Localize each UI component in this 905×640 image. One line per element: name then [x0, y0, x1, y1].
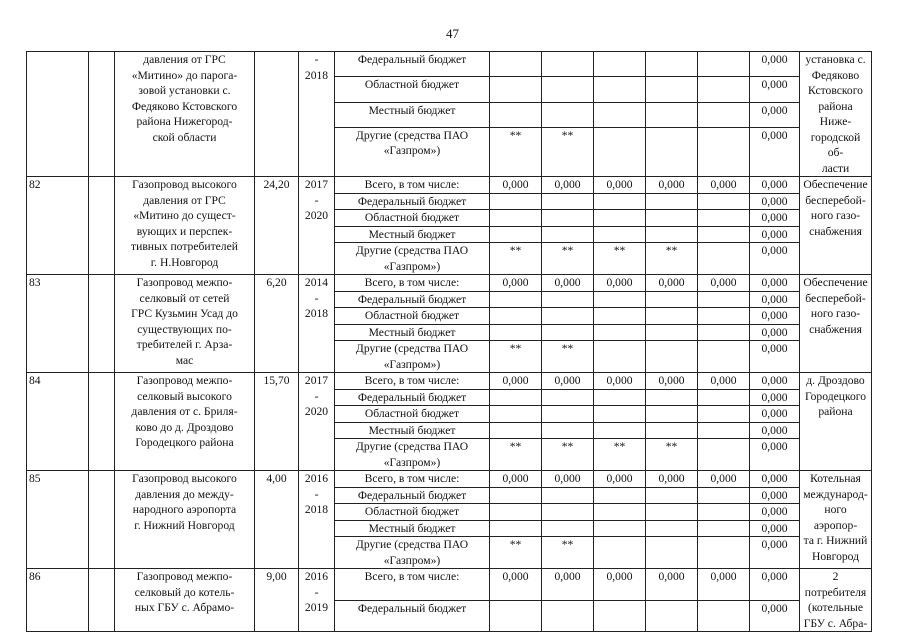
object-name-line: селковый высокого	[137, 389, 232, 403]
year-value-cell	[490, 193, 542, 210]
year-value-cell: 0,000	[490, 569, 542, 601]
total-value-cell: 0,000	[750, 600, 800, 632]
expected-result-line: бесперебой-	[805, 291, 866, 305]
total-value-cell: 0,000	[750, 226, 800, 243]
year-value-cell: 0,000	[594, 275, 646, 292]
year-value-cell	[646, 52, 698, 77]
expected-result-line: района Ниже-	[818, 99, 853, 128]
period-line: 2016	[304, 472, 329, 485]
object-name-line: ково до д. Дроздово	[135, 420, 234, 434]
total-value-cell: 0,000	[750, 324, 800, 341]
total-value-cell: 0,000	[750, 291, 800, 308]
year-value-cell	[490, 406, 542, 423]
period-line: -	[314, 53, 319, 66]
year-value-cell	[646, 324, 698, 341]
period	[299, 471, 335, 569]
year-value-cell: **	[542, 243, 594, 275]
period	[299, 275, 335, 373]
object-name-line: селковый от сетей	[139, 291, 230, 305]
source-cell: Всего, в том числе:	[335, 569, 490, 601]
total-value-cell: 0,000	[750, 471, 800, 488]
year-value-cell	[646, 520, 698, 537]
object-name-line: селковый до котель-	[134, 585, 235, 599]
object-name-line: давления от ГРС	[143, 53, 226, 66]
year-value-cell	[594, 324, 646, 341]
year-value-cell	[646, 341, 698, 373]
blank-cell	[89, 177, 115, 275]
object-name-line: существующих по-	[137, 322, 232, 336]
year-value-cell: 0,000	[646, 471, 698, 488]
year-value-cell	[594, 291, 646, 308]
total-value-cell: 0,000	[750, 537, 800, 569]
period-line: 2018	[304, 68, 329, 82]
year-value-cell	[594, 600, 646, 632]
period-line: -	[314, 487, 319, 501]
total-value-cell: 0,000	[750, 193, 800, 210]
length-km: 24,20	[255, 177, 299, 275]
expected-result-line: установка с.	[805, 53, 866, 66]
year-value-cell	[698, 210, 750, 227]
period-line: 2014	[304, 276, 329, 289]
year-value-cell	[698, 102, 750, 127]
year-value-cell	[542, 520, 594, 537]
source-cell: Областной бюджет	[335, 504, 490, 521]
year-value-cell	[698, 600, 750, 632]
year-value-cell	[542, 77, 594, 102]
total-value-cell: 0,000	[750, 487, 800, 504]
year-value-cell	[698, 537, 750, 569]
year-value-cell	[490, 389, 542, 406]
year-value-cell: **	[542, 537, 594, 569]
year-value-cell	[698, 389, 750, 406]
year-value-cell	[594, 341, 646, 373]
year-value-cell	[698, 520, 750, 537]
period-line: 2019	[304, 601, 329, 614]
year-value-cell	[594, 308, 646, 325]
year-value-cell: 0,000	[490, 177, 542, 194]
blank-cell	[89, 569, 115, 632]
year-value-cell	[490, 504, 542, 521]
year-value-cell	[542, 52, 594, 77]
expected-result	[800, 177, 872, 275]
expected-result-line: ного аэропор-	[813, 503, 858, 532]
expected-result-line: бесперебой-	[805, 193, 866, 207]
year-value-cell: 0,000	[594, 569, 646, 601]
object-name-line: Газопровод межпо-	[136, 276, 233, 289]
source-cell: Местный бюджет	[335, 226, 490, 243]
item-number: 83	[27, 275, 89, 373]
object-name-line: Газопровод высокого	[132, 472, 237, 485]
object-name-line: «Митино» до парога-	[131, 68, 238, 82]
year-value-cell: 0,000	[698, 471, 750, 488]
year-value-cell: 0,000	[490, 471, 542, 488]
total-value-cell: 0,000	[750, 52, 800, 77]
year-value-cell: 0,000	[542, 471, 594, 488]
period-line: 2020	[304, 209, 329, 222]
year-value-cell: **	[490, 439, 542, 471]
blank-cell	[89, 52, 115, 177]
table-row	[27, 177, 872, 194]
year-value-cell	[698, 422, 750, 439]
year-value-cell	[698, 324, 750, 341]
total-value-cell: 0,000	[750, 77, 800, 102]
expected-result-line: та г. Нижний	[803, 534, 868, 547]
year-value-cell	[594, 193, 646, 210]
source-cell: Федеральный бюджет	[335, 291, 490, 308]
length-km: 9,00	[255, 569, 299, 632]
year-value-cell	[698, 243, 750, 275]
source-cell: Областной бюджет	[335, 77, 490, 102]
object-name-line: г. Нижний Новгород	[134, 518, 235, 532]
source-cell: Местный бюджет	[335, 520, 490, 537]
object-name-line: давления до между-	[135, 487, 234, 501]
expected-result-line: Обеспечение	[803, 276, 868, 289]
expected-result-line: 2 потребителя	[804, 570, 867, 599]
object-name-line: народного аэропорта	[132, 503, 237, 516]
expected-result-line: Обеспечение	[803, 178, 868, 191]
year-value-cell	[698, 77, 750, 102]
year-value-cell	[490, 324, 542, 341]
expected-result-line: Новгород	[811, 549, 860, 563]
year-value-cell	[542, 504, 594, 521]
year-value-cell	[542, 102, 594, 127]
total-value-cell: 0,000	[750, 439, 800, 471]
year-value-cell	[698, 439, 750, 471]
year-value-cell	[646, 422, 698, 439]
year-value-cell	[490, 52, 542, 77]
year-value-cell: 0,000	[594, 177, 646, 194]
year-value-cell	[490, 102, 542, 127]
year-value-cell: 0,000	[646, 275, 698, 292]
object-name	[115, 471, 255, 569]
year-value-cell	[594, 520, 646, 537]
object-name-line: вующих и перспек-	[136, 224, 233, 238]
table-row	[27, 52, 872, 77]
year-value-cell	[542, 324, 594, 341]
year-value-cell	[542, 406, 594, 423]
year-value-cell: 0,000	[490, 275, 542, 292]
period	[299, 569, 335, 632]
expected-result-line: (котельные	[808, 601, 863, 614]
object-name-line: «Митино до сущест-	[133, 209, 236, 222]
total-value-cell: 0,000	[750, 520, 800, 537]
period-line: 2016	[304, 570, 329, 583]
object-name-line: тивных потребителей	[131, 240, 238, 253]
year-value-cell	[646, 389, 698, 406]
year-value-cell: **	[542, 341, 594, 373]
source-cell: Всего, в том числе:	[335, 275, 490, 292]
table-row	[27, 373, 872, 390]
item-number	[27, 52, 89, 177]
year-value-cell	[594, 422, 646, 439]
year-value-cell	[698, 504, 750, 521]
length-km	[255, 52, 299, 177]
expected-result-line: ного газо-	[810, 209, 861, 222]
year-value-cell: 0,000	[646, 569, 698, 601]
object-name-line: ных ГБУ с. Абрамо-	[134, 601, 235, 614]
item-number: 82	[27, 177, 89, 275]
period-line: -	[314, 193, 319, 207]
total-value-cell: 0,000	[750, 389, 800, 406]
year-value-cell	[490, 77, 542, 102]
year-value-cell: 0,000	[542, 275, 594, 292]
object-name	[115, 373, 255, 471]
total-value-cell: 0,000	[750, 308, 800, 325]
year-value-cell: 0,000	[646, 373, 698, 390]
expected-result-line: Кстовского	[808, 84, 863, 97]
year-value-cell: **	[542, 127, 594, 176]
object-name-line: мас	[175, 353, 194, 367]
source-cell: Федеральный бюджет	[335, 487, 490, 504]
year-value-cell	[490, 422, 542, 439]
period-line: 2017	[304, 374, 329, 387]
year-value-cell: 0,000	[594, 471, 646, 488]
total-value-cell: 0,000	[750, 177, 800, 194]
year-value-cell: **	[542, 439, 594, 471]
expected-result	[800, 373, 872, 471]
source-cell: Другие (средства ПАО «Газпром»)	[335, 341, 490, 373]
year-value-cell	[646, 406, 698, 423]
source-cell: Всего, в том числе:	[335, 471, 490, 488]
expected-result-line: ного газо-	[810, 307, 861, 320]
year-value-cell	[646, 487, 698, 504]
year-value-cell: 0,000	[542, 177, 594, 194]
period-line: 2017	[304, 178, 329, 191]
year-value-cell	[698, 487, 750, 504]
year-value-cell	[698, 406, 750, 423]
source-cell: Местный бюджет	[335, 102, 490, 127]
object-name-line: ской области	[152, 130, 217, 144]
source-cell: Другие (средства ПАО «Газпром»)	[335, 439, 490, 471]
year-value-cell: 0,000	[698, 275, 750, 292]
period-line: -	[314, 585, 319, 599]
object-name-line: г. Н.Новгород	[150, 255, 219, 269]
year-value-cell	[646, 193, 698, 210]
year-value-cell	[542, 600, 594, 632]
year-value-cell	[594, 102, 646, 127]
year-value-cell	[594, 210, 646, 227]
source-cell: Областной бюджет	[335, 210, 490, 227]
total-value-cell: 0,000	[750, 127, 800, 176]
year-value-cell	[594, 226, 646, 243]
year-value-cell: **	[490, 341, 542, 373]
year-value-cell: 0,000	[698, 373, 750, 390]
year-value-cell	[490, 520, 542, 537]
length-km: 6,20	[255, 275, 299, 373]
total-value-cell: 0,000	[750, 569, 800, 601]
year-value-cell: 0,000	[490, 373, 542, 390]
expected-result-line: снабжения	[809, 322, 862, 336]
source-cell: Местный бюджет	[335, 422, 490, 439]
year-value-cell	[542, 210, 594, 227]
table-row	[27, 471, 872, 488]
year-value-cell: 0,000	[698, 569, 750, 601]
year-value-cell: 0,000	[542, 569, 594, 601]
year-value-cell	[542, 308, 594, 325]
year-value-cell	[646, 308, 698, 325]
year-value-cell	[646, 504, 698, 521]
expected-result-line: городской об-	[810, 130, 861, 159]
expected-result-line: ласти	[821, 161, 850, 175]
year-value-cell	[594, 537, 646, 569]
year-value-cell	[698, 193, 750, 210]
year-value-cell	[698, 127, 750, 176]
source-cell: Другие (средства ПАО «Газпром»)	[335, 243, 490, 275]
blank-cell	[89, 373, 115, 471]
year-value-cell	[594, 127, 646, 176]
length-km: 15,70	[255, 373, 299, 471]
total-value-cell: 0,000	[750, 275, 800, 292]
expected-result	[800, 275, 872, 373]
object-name	[115, 569, 255, 632]
year-value-cell	[490, 308, 542, 325]
source-cell: Федеральный бюджет	[335, 389, 490, 406]
object-name-line: требителей г. Арза-	[136, 338, 233, 351]
year-value-cell: 0,000	[698, 177, 750, 194]
object-name	[115, 52, 255, 177]
year-value-cell: 0,000	[646, 177, 698, 194]
program-table	[26, 51, 872, 632]
expected-result-line: д. Дроздово	[806, 374, 865, 387]
year-value-cell	[646, 600, 698, 632]
year-value-cell	[646, 77, 698, 102]
source-cell: Местный бюджет	[335, 324, 490, 341]
year-value-cell	[490, 291, 542, 308]
year-value-cell	[646, 537, 698, 569]
year-value-cell: 0,000	[594, 373, 646, 390]
year-value-cell	[490, 226, 542, 243]
year-value-cell	[698, 52, 750, 77]
object-name-line: Городецкого района	[135, 436, 234, 449]
object-name-line: давления от с. Бриля-	[131, 405, 238, 418]
period-line: -	[314, 291, 319, 305]
year-value-cell	[594, 77, 646, 102]
period	[299, 52, 335, 177]
year-value-cell	[594, 389, 646, 406]
period-line: -	[314, 389, 319, 403]
item-number: 86	[27, 569, 89, 632]
year-value-cell	[594, 504, 646, 521]
period-line: 2018	[304, 307, 329, 320]
table-row	[27, 275, 872, 292]
year-value-cell	[698, 341, 750, 373]
expected-result-line: района	[818, 405, 853, 418]
year-value-cell: **	[490, 243, 542, 275]
table-row	[27, 569, 872, 601]
total-value-cell: 0,000	[750, 373, 800, 390]
year-value-cell: **	[646, 439, 698, 471]
total-value-cell: 0,000	[750, 210, 800, 227]
blank-cell	[89, 275, 115, 373]
year-value-cell: **	[646, 243, 698, 275]
source-cell: Всего, в том числе:	[335, 177, 490, 194]
year-value-cell	[490, 210, 542, 227]
object-name-line: Газопровод межпо-	[136, 570, 233, 583]
year-value-cell	[646, 226, 698, 243]
year-value-cell	[698, 308, 750, 325]
page-number: 47	[446, 26, 459, 41]
expected-result-line: Федяково	[811, 68, 860, 82]
year-value-cell	[646, 210, 698, 227]
total-value-cell: 0,000	[750, 504, 800, 521]
object-name-line: зовой установки с.	[138, 84, 231, 97]
source-cell: Другие (средства ПАО «Газпром»)	[335, 127, 490, 176]
year-value-cell	[542, 193, 594, 210]
expected-result	[800, 569, 872, 632]
period	[299, 373, 335, 471]
object-name	[115, 177, 255, 275]
year-value-cell	[542, 291, 594, 308]
year-value-cell	[594, 406, 646, 423]
expected-result	[800, 471, 872, 569]
year-value-cell: **	[490, 127, 542, 176]
object-name-line: Федяково Кстовского	[131, 99, 238, 113]
year-value-cell: **	[594, 243, 646, 275]
object-name-line: Газопровод высокого	[132, 178, 237, 191]
period	[299, 177, 335, 275]
expected-result	[800, 52, 872, 177]
blank-cell	[89, 471, 115, 569]
expected-result-line: Котельная	[810, 472, 861, 485]
source-cell: Областной бюджет	[335, 406, 490, 423]
object-name-line: давления от ГРС	[143, 193, 226, 207]
year-value-cell	[594, 52, 646, 77]
year-value-cell	[542, 487, 594, 504]
year-value-cell	[542, 226, 594, 243]
source-cell: Федеральный бюджет	[335, 193, 490, 210]
year-value-cell	[698, 226, 750, 243]
year-value-cell	[646, 102, 698, 127]
total-value-cell: 0,000	[750, 341, 800, 373]
source-cell: Другие (средства ПАО «Газпром»)	[335, 537, 490, 569]
year-value-cell	[646, 291, 698, 308]
period-line: 2018	[304, 503, 329, 516]
source-cell: Областной бюджет	[335, 308, 490, 325]
object-name-line: района Нижегород-	[136, 115, 233, 128]
source-cell: Всего, в том числе:	[335, 373, 490, 390]
expected-result-line: снабжения	[809, 224, 862, 238]
expected-result-line: международ-	[803, 487, 868, 501]
source-cell: Федеральный бюджет	[335, 52, 490, 77]
year-value-cell: 0,000	[542, 373, 594, 390]
item-number: 85	[27, 471, 89, 569]
object-name	[115, 275, 255, 373]
source-cell: Федеральный бюджет	[335, 600, 490, 632]
year-value-cell	[490, 487, 542, 504]
year-value-cell	[646, 127, 698, 176]
year-value-cell	[698, 291, 750, 308]
item-number: 84	[27, 373, 89, 471]
object-name-line: ГРС Кузьмин Усад до	[131, 307, 238, 320]
total-value-cell: 0,000	[750, 243, 800, 275]
total-value-cell: 0,000	[750, 422, 800, 439]
object-name-line: Газопровод межпо-	[136, 374, 233, 387]
year-value-cell: **	[594, 439, 646, 471]
total-value-cell: 0,000	[750, 102, 800, 127]
year-value-cell: **	[490, 537, 542, 569]
expected-result-line: Городецкого	[804, 389, 867, 403]
year-value-cell	[542, 389, 594, 406]
length-km: 4,00	[255, 471, 299, 569]
year-value-cell	[542, 422, 594, 439]
year-value-cell	[490, 600, 542, 632]
expected-result-line: ГБУ с. Абра-	[803, 616, 868, 630]
total-value-cell: 0,000	[750, 406, 800, 423]
year-value-cell	[594, 487, 646, 504]
period-line: 2020	[304, 405, 329, 418]
